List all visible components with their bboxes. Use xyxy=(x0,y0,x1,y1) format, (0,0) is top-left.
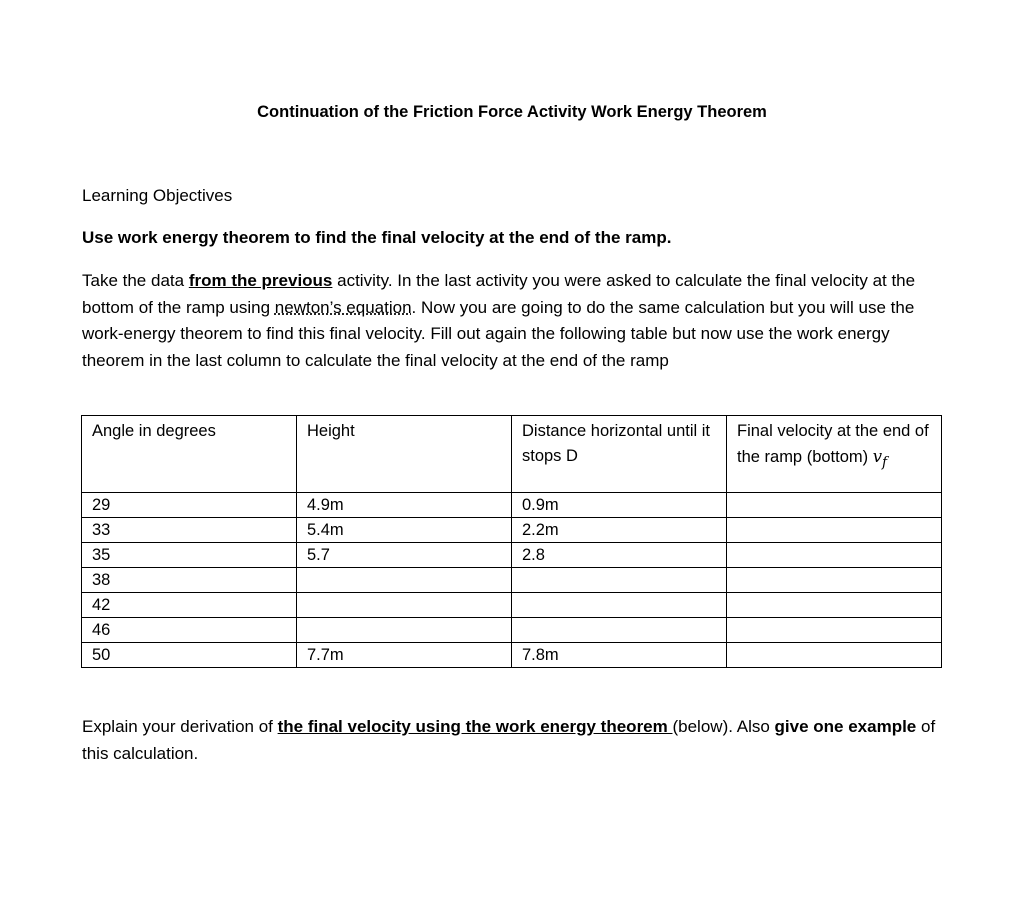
cell-height: 5.4m xyxy=(297,518,512,543)
cell-angle: 35 xyxy=(82,543,297,568)
explain-bold: give one example xyxy=(774,717,917,736)
cell-final-velocity[interactable] xyxy=(727,568,942,593)
header-final-velocity xyxy=(727,416,942,493)
cell-distance: 0.9m xyxy=(512,493,727,518)
table-row xyxy=(82,593,942,618)
cell-final-velocity[interactable] xyxy=(727,643,942,668)
vf-symbol: $v_f$ xyxy=(872,447,888,471)
previous-activity-link-text: from the previous xyxy=(188,271,333,290)
table-row xyxy=(82,518,942,543)
newton-equation-text: newton’s equation xyxy=(274,297,412,317)
objectives-heading: Learning Objectives xyxy=(82,186,233,205)
cell-final-velocity[interactable] xyxy=(727,618,942,643)
instructions-paragraph xyxy=(82,268,952,375)
cell-height: 5.7 xyxy=(297,543,512,568)
paragraph-text-2: activity. In the last activity you were asked to calculate the final velocity at the bottom of the ramp using xyxy=(82,271,916,317)
learning-objective: Use work energy theorem to find the final velocity at the end of the ramp. xyxy=(82,228,672,247)
page-title: Continuation of the Friction Force Activity Work Energy Theorem xyxy=(257,103,767,121)
header-angle: Angle in degrees xyxy=(82,416,297,493)
data-table xyxy=(81,415,942,668)
cell-distance xyxy=(512,618,727,643)
cell-final-velocity[interactable] xyxy=(727,518,942,543)
header-final-velocity-text: Final velocity at the end of the ramp (bottom) xyxy=(737,422,929,466)
cell-angle: 38 xyxy=(82,568,297,593)
explain-paragraph xyxy=(82,713,952,767)
explain-text-2: (below). Also xyxy=(672,717,775,736)
cell-final-velocity[interactable] xyxy=(727,593,942,618)
explain-text-1: Explain your derivation of xyxy=(82,717,278,736)
cell-distance xyxy=(512,568,727,593)
paragraph-text-1: Take the data xyxy=(82,271,189,290)
table-row xyxy=(82,643,942,668)
cell-height xyxy=(297,618,512,643)
cell-distance: 2.8 xyxy=(512,543,727,568)
explain-underlined: the final velocity using the work energy theorem xyxy=(277,717,673,736)
paragraph-text-3: . Now you are going to do the same calculation but you will use the work-energy theorem to find this final velocity. Fill out again the following table but now use the work energy theorem in the last column to calculate the final velocity at the end of the ramp xyxy=(82,297,915,371)
table-row xyxy=(82,543,942,568)
cell-height xyxy=(297,593,512,618)
cell-final-velocity[interactable] xyxy=(727,493,942,518)
cell-final-velocity[interactable] xyxy=(727,543,942,568)
table-row xyxy=(82,493,942,518)
cell-distance xyxy=(512,593,727,618)
header-height: Height xyxy=(297,416,512,493)
cell-height xyxy=(297,568,512,593)
vf-subscript: f xyxy=(882,454,888,471)
explain-text-3: of this calculation. xyxy=(82,717,936,763)
cell-angle: 46 xyxy=(82,618,297,643)
cell-angle: 42 xyxy=(82,593,297,618)
table-header-row xyxy=(82,416,942,493)
cell-angle: 33 xyxy=(82,518,297,543)
cell-height: 4.9m xyxy=(297,493,512,518)
cell-angle: 50 xyxy=(82,643,297,668)
cell-angle: 29 xyxy=(82,493,297,518)
table-row xyxy=(82,568,942,593)
cell-height: 7.7m xyxy=(297,643,512,668)
table-row xyxy=(82,618,942,643)
cell-distance: 7.8m xyxy=(512,643,727,668)
cell-distance: 2.2m xyxy=(512,518,727,543)
header-distance: Distance horizontal until it stops D xyxy=(512,416,727,493)
